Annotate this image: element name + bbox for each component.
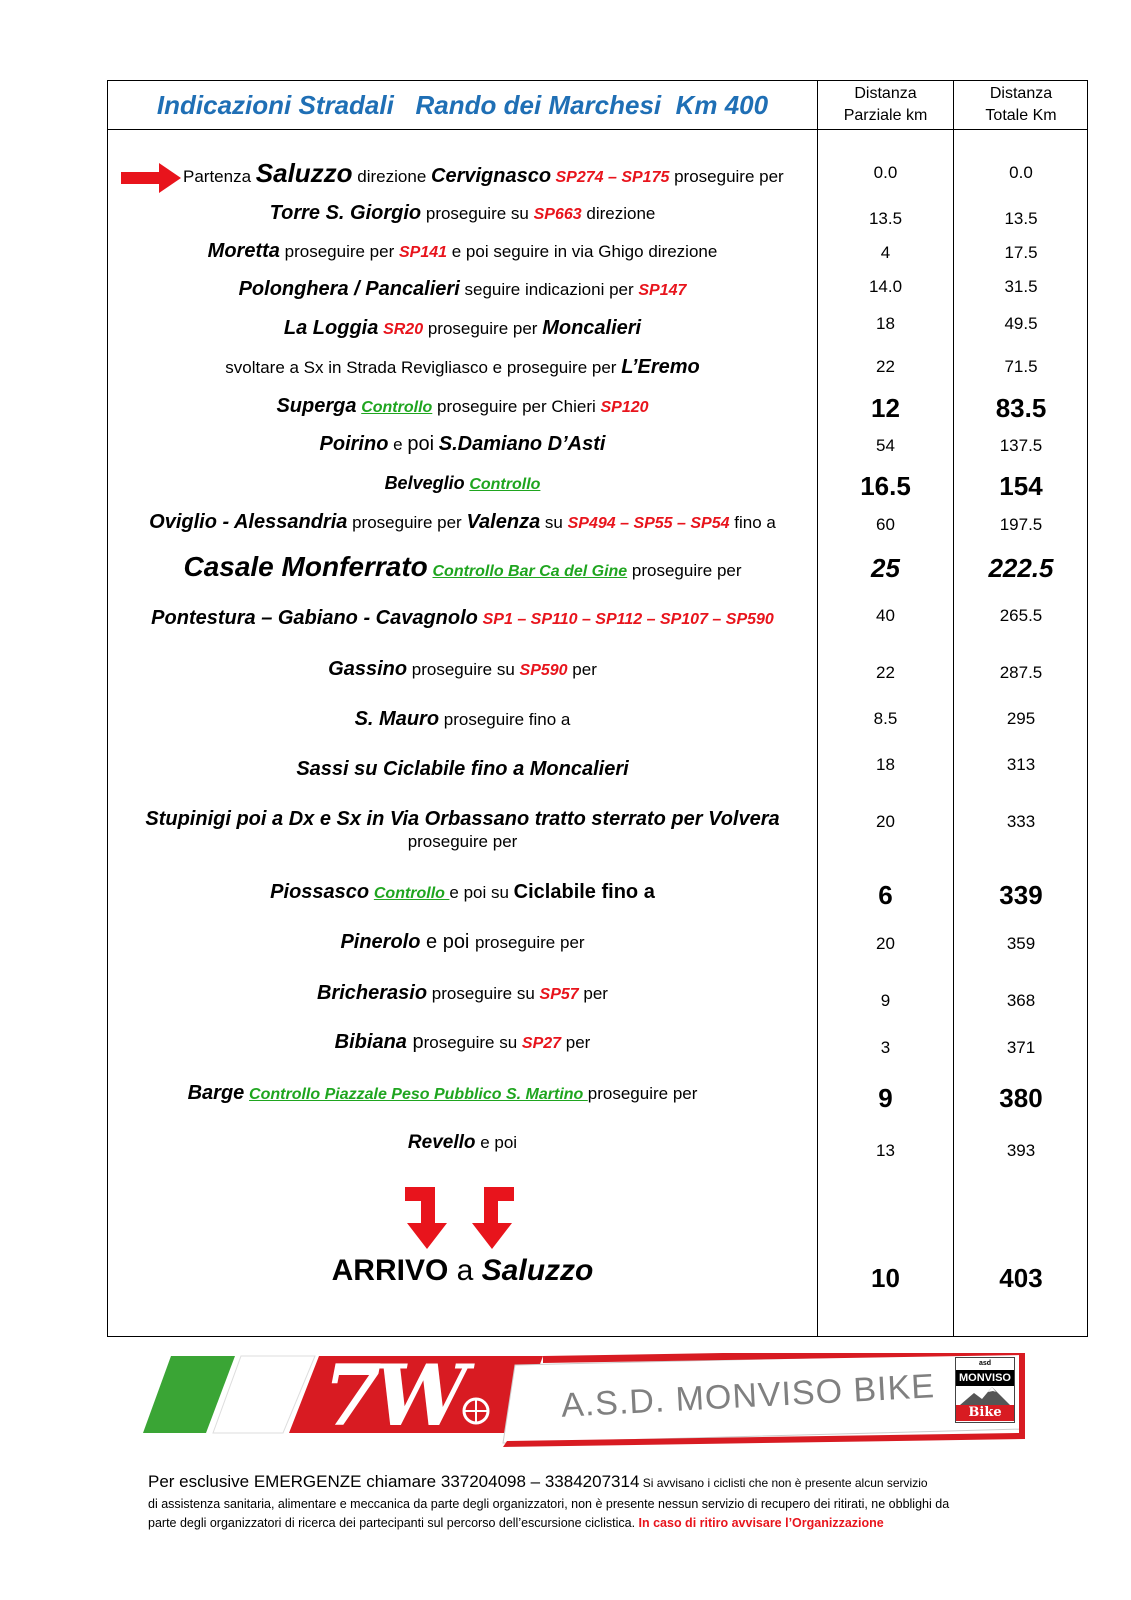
checkpoint-label: Controllo bbox=[469, 476, 541, 493]
partial-km: 13 bbox=[876, 1141, 895, 1160]
checkpoint-label: Controllo Bar Ca del Gine bbox=[432, 563, 628, 580]
place: Moncalieri bbox=[542, 317, 642, 339]
route-desc bbox=[108, 158, 784, 192]
total-km: 0.0 bbox=[1009, 163, 1033, 182]
route-desc bbox=[108, 807, 817, 853]
place: Valenza bbox=[466, 511, 541, 533]
route-desc bbox=[108, 1030, 817, 1056]
place: Piossasco bbox=[270, 881, 370, 903]
text: proseguire per bbox=[407, 832, 518, 851]
col-header-partial bbox=[818, 83, 953, 129]
header-divider bbox=[108, 129, 1087, 130]
text: fino a bbox=[729, 513, 776, 532]
emergency-footer bbox=[148, 1470, 1048, 1533]
total-km: 368 bbox=[1006, 991, 1036, 1010]
total-km: 371 bbox=[1006, 1038, 1036, 1057]
place: Poirino bbox=[319, 433, 389, 455]
text: roseguire su bbox=[423, 1033, 522, 1052]
place: La Loggia bbox=[283, 317, 379, 339]
route-desc bbox=[108, 471, 817, 497]
total-km: 49.5 bbox=[1004, 314, 1038, 333]
place: Sassi su Ciclabile fino a Moncalieri bbox=[296, 758, 629, 780]
partial-km: 60 bbox=[876, 515, 895, 534]
text: proseguire per bbox=[474, 933, 585, 952]
partial-km: 14.0 bbox=[868, 277, 903, 296]
partial-km: 20 bbox=[876, 812, 895, 831]
arrival-desc bbox=[108, 1251, 817, 1291]
total-km: 403 bbox=[999, 1263, 1043, 1293]
partial-km: 40 bbox=[876, 606, 895, 625]
text: proseguire per bbox=[627, 561, 742, 580]
svg-text:7W: 7W bbox=[323, 1353, 460, 1445]
road-code: SP147 bbox=[638, 282, 687, 299]
text: p bbox=[406, 1031, 424, 1053]
route-desc bbox=[108, 355, 817, 380]
text: proseguire su bbox=[421, 204, 534, 223]
road-code: SP590 bbox=[519, 662, 568, 679]
partial-km: 0.0 bbox=[873, 163, 898, 182]
place: Stupinigi poi a Dx e Sx in Via Orbassano tratto sterrato per Volvera bbox=[145, 808, 780, 830]
total-km: 222.5 bbox=[988, 553, 1054, 583]
place: Pinerolo bbox=[340, 931, 421, 953]
partial-km: 20 bbox=[876, 934, 895, 953]
total-km: 17.5 bbox=[1004, 243, 1038, 262]
road-code: SP120 bbox=[600, 399, 649, 416]
club-banner bbox=[143, 1353, 1045, 1453]
text: su bbox=[540, 513, 568, 532]
road-code: SP274 – SP175 bbox=[551, 169, 670, 186]
total-km: 313 bbox=[1006, 755, 1036, 774]
road-code: SR20 bbox=[383, 321, 424, 338]
route-desc bbox=[108, 1081, 817, 1107]
place: Pontestura – Gabiano - Cavagnolo bbox=[151, 607, 478, 629]
text: proseguire fino a bbox=[439, 710, 571, 729]
route-desc bbox=[108, 981, 817, 1007]
place: Saluzzo bbox=[255, 158, 353, 188]
withdrawal-notice: In caso di ritiro avvisare l’Organizzazione bbox=[638, 1516, 884, 1530]
disclaimer-line bbox=[148, 1514, 1048, 1533]
partial-km: 6 bbox=[878, 880, 893, 910]
checkpoint-label: Controllo Piazzale Peso Pubblico S. Martino bbox=[249, 1086, 588, 1103]
text: e bbox=[388, 435, 408, 454]
partial-km: 16.5 bbox=[860, 471, 911, 501]
place: Cervignasco bbox=[431, 165, 552, 187]
emergency-phones: Per esclusive EMERGENZE chiamare 337204098 – 3384207314 bbox=[148, 1472, 640, 1491]
partial-km: 25 bbox=[871, 553, 900, 583]
col-header-total-line2: Totale Km bbox=[985, 107, 1057, 124]
total-km: 359 bbox=[1006, 934, 1036, 953]
place: Belveglio bbox=[384, 473, 465, 493]
col-header-total bbox=[954, 83, 1088, 129]
club-name: A.S.D. MONVISO BIKE bbox=[560, 1367, 936, 1425]
disclaimer-text: di assistenza sanitaria, alimentare e meccanica da parte degli organizzatori, non è presente nessun servizio di recupero dei ritirati, ne obblighi da bbox=[148, 1497, 950, 1511]
text: e poi bbox=[420, 931, 475, 953]
text: e poi seguire in via Ghigo direzione bbox=[447, 242, 718, 261]
text: svoltare a Sx in Strada Revigliasco e proseguire per bbox=[225, 358, 622, 377]
place: Polonghera / Pancalieri bbox=[238, 278, 460, 300]
total-km: 71.5 bbox=[1004, 357, 1038, 376]
text: proseguire per Chieri bbox=[432, 397, 601, 416]
partial-km: 8.5 bbox=[873, 709, 898, 728]
route-desc bbox=[108, 1131, 817, 1155]
total-km: 154 bbox=[999, 471, 1043, 501]
text: direzione bbox=[352, 167, 431, 186]
disclaimer-text: parte degli organizzatori di ricerca dei partecipanti sul percorso dell’escursione ciclistica. bbox=[148, 1516, 639, 1530]
partial-km: 22 bbox=[876, 357, 895, 376]
col-header-partial-line2: Parziale km bbox=[843, 107, 928, 124]
logo-text-bottom: Bike bbox=[956, 1405, 1014, 1421]
place: L’Eremo bbox=[621, 356, 700, 378]
place: Superga bbox=[276, 395, 357, 417]
route-desc bbox=[108, 316, 817, 342]
route-table bbox=[107, 80, 1088, 1337]
partial-km: 18 bbox=[876, 755, 895, 774]
total-km: 339 bbox=[999, 880, 1043, 910]
total-km: 265.5 bbox=[999, 606, 1043, 625]
route-desc bbox=[108, 239, 817, 265]
place: Casale Monferrato bbox=[183, 551, 428, 582]
place: Saluzzo bbox=[481, 1254, 594, 1287]
road-code: SP57 bbox=[539, 986, 579, 1003]
place: Torre S. Giorgio bbox=[269, 202, 422, 224]
place: Gassino bbox=[328, 658, 408, 680]
text: proseguire per bbox=[279, 242, 399, 261]
col-header-partial-line1: Distanza bbox=[854, 85, 917, 102]
text: per bbox=[567, 660, 597, 679]
place: S.Damiano D’Asti bbox=[438, 433, 606, 455]
page-title: Indicazioni Stradali Rando dei Marchesi Km 400 bbox=[156, 90, 769, 120]
total-km: 393 bbox=[1006, 1141, 1036, 1160]
road-code: SP1 – SP110 – SP112 – SP107 – SP590 bbox=[482, 611, 774, 628]
route-desc bbox=[108, 930, 817, 955]
partial-km: 9 bbox=[880, 991, 891, 1010]
text: proseguire per bbox=[423, 319, 543, 338]
turn-arrow-icon bbox=[405, 1187, 453, 1249]
total-km: 197.5 bbox=[999, 515, 1043, 534]
road-code: SP141 bbox=[398, 244, 448, 261]
total-km: 13.5 bbox=[1004, 209, 1038, 228]
partial-km: 4 bbox=[880, 243, 891, 262]
partial-km: 18 bbox=[876, 314, 895, 333]
text: proseguire su bbox=[407, 660, 520, 679]
route-desc bbox=[108, 657, 817, 683]
road-code: SP663 bbox=[533, 206, 582, 223]
text: seguire indicazioni per bbox=[459, 280, 639, 299]
partial-km: 13.5 bbox=[868, 209, 903, 228]
emergency-line bbox=[148, 1470, 1048, 1495]
text: per bbox=[561, 1033, 591, 1052]
total-km: 295 bbox=[1006, 709, 1036, 728]
route-desc bbox=[108, 277, 817, 303]
text: a bbox=[448, 1254, 482, 1287]
logo-text-top: asd bbox=[978, 1360, 992, 1367]
route-desc bbox=[108, 549, 817, 590]
place: Bibiana bbox=[334, 1031, 407, 1053]
partial-km: 10 bbox=[871, 1263, 900, 1293]
text: poi bbox=[407, 433, 435, 455]
col-header-total-line1: Distanza bbox=[989, 85, 1053, 102]
road-code: SP494 – SP55 – SP54 bbox=[567, 515, 730, 532]
total-km: 287.5 bbox=[999, 663, 1043, 682]
route-desc bbox=[108, 201, 817, 227]
place: S. Mauro bbox=[354, 708, 440, 730]
route-desc bbox=[108, 394, 817, 420]
text: e poi su bbox=[449, 883, 514, 902]
place: Barge bbox=[187, 1082, 245, 1104]
text: proseguire per bbox=[347, 513, 467, 532]
text: per bbox=[578, 984, 608, 1003]
partial-km: 22 bbox=[876, 663, 895, 682]
arrival-label: ARRIVO bbox=[331, 1254, 449, 1287]
text: proseguire per bbox=[587, 1084, 698, 1103]
partial-km: 54 bbox=[876, 436, 895, 455]
disclaimer-text: Si avvisano i ciclisti che non è presente alcun servizio bbox=[639, 1476, 928, 1490]
text: proseguire per bbox=[669, 167, 784, 186]
partial-km: 12 bbox=[871, 393, 900, 423]
route-desc bbox=[108, 432, 817, 457]
route-desc bbox=[108, 606, 817, 632]
text: Partenza bbox=[183, 167, 256, 186]
text: e poi bbox=[475, 1133, 518, 1152]
text: direzione bbox=[581, 204, 656, 223]
checkpoint-label: Controllo bbox=[361, 399, 433, 416]
checkpoint-label: Controllo bbox=[373, 885, 450, 902]
total-km: 380 bbox=[999, 1083, 1043, 1113]
logo-text-mid: MONVISO bbox=[956, 1370, 1014, 1386]
route-desc bbox=[108, 757, 817, 782]
text: proseguire su bbox=[427, 984, 540, 1003]
place: Oviglio - Alessandria bbox=[149, 511, 348, 533]
total-km: 83.5 bbox=[995, 393, 1047, 423]
route-desc bbox=[108, 707, 817, 732]
route-desc bbox=[108, 510, 817, 536]
place: Bricherasio bbox=[317, 982, 428, 1004]
total-km: 333 bbox=[1006, 812, 1036, 831]
place: Ciclabile fino a bbox=[513, 881, 655, 903]
road-code: SP27 bbox=[521, 1035, 562, 1052]
place: Revello bbox=[407, 1132, 476, 1153]
club-logo bbox=[955, 1357, 1015, 1423]
place: Moretta bbox=[207, 240, 280, 262]
total-km: 31.5 bbox=[1004, 277, 1038, 296]
turn-arrow-icon bbox=[466, 1187, 514, 1249]
route-desc bbox=[108, 880, 817, 906]
mountain-icon bbox=[960, 1387, 1010, 1405]
total-km: 137.5 bbox=[999, 436, 1043, 455]
partial-km: 9 bbox=[878, 1083, 893, 1113]
partial-km: 3 bbox=[880, 1038, 891, 1057]
